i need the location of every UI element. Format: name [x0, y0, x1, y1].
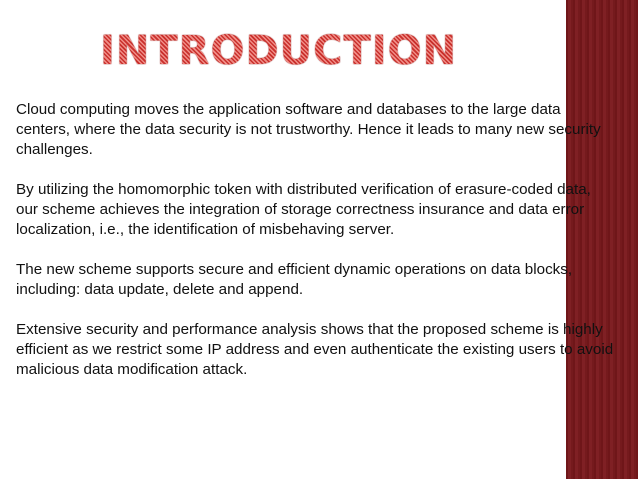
slide-title-text: INTRODUCTION	[0, 28, 457, 74]
paragraph-security-analysis: Extensive security and performance analysis shows that the proposed scheme is highly efficient as we restrict some IP address and even authenticate the existing users to avoid malicious data modification attack.	[16, 321, 614, 378]
slide-title	[0, 28, 458, 74]
paragraph-homomorphic-token: By utilizing the homomorphic token with distributed verification of erasure-coded data, our scheme achieves the integration of storage correctness insurance and data error localization, i.e., the identification of misbehaving server.	[16, 181, 591, 238]
slide-body	[16, 100, 616, 400]
paragraph-dynamic-operations: The new scheme supports secure and efficient dynamic operations on data blocks, including: data update, delete and append.	[16, 261, 573, 298]
paragraph-cloud-computing: Cloud computing moves the application software and databases to the large data centers, where the data security is not trustworthy. Hence it leads to many new security challenges.	[16, 101, 601, 158]
